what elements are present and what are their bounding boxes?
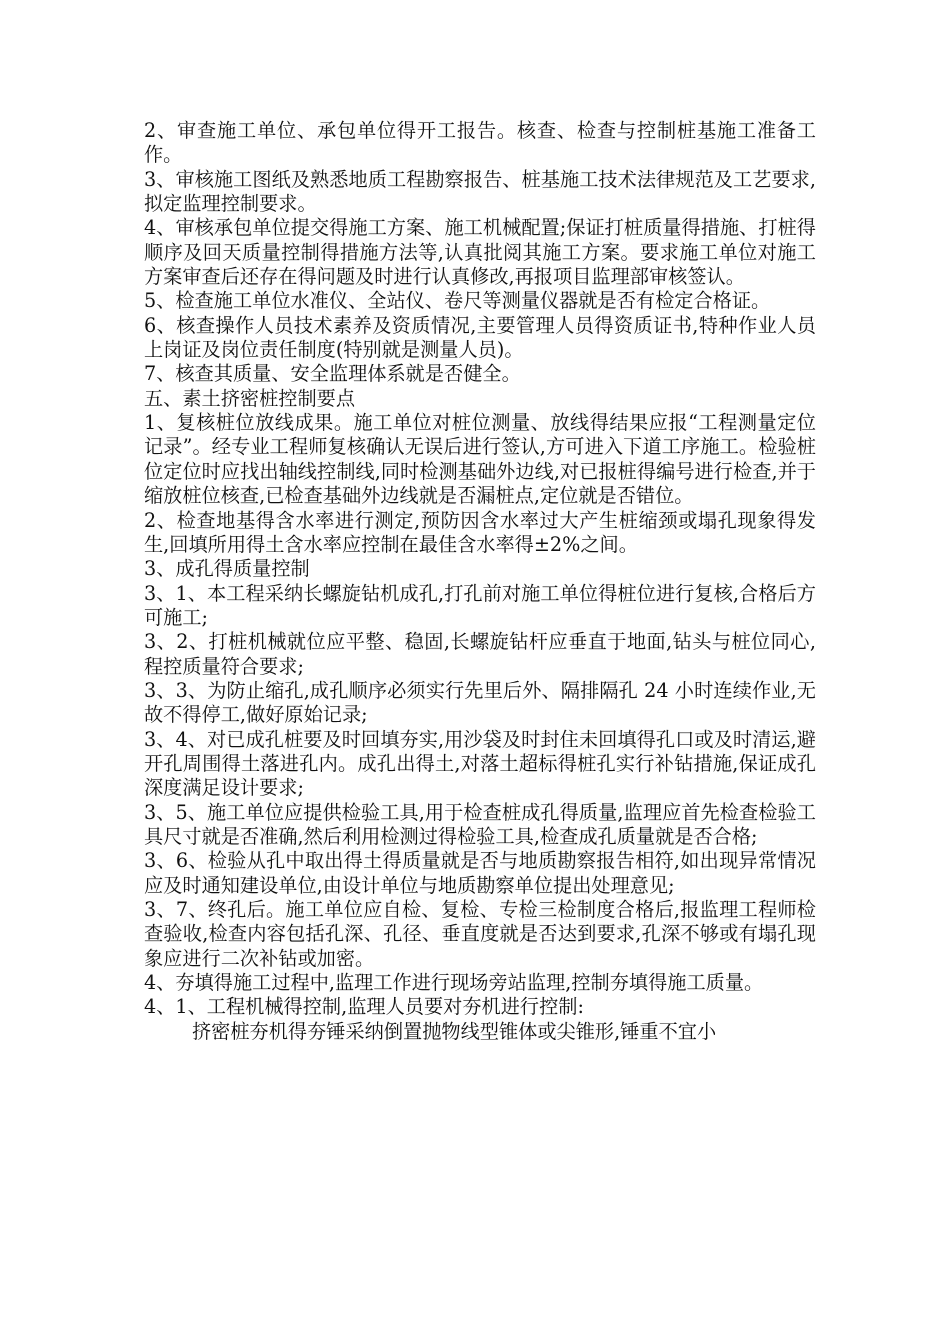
paragraph-item-3-2: 3、2、打桩机械就位应平整、稳固,长螺旋钻杆应垂直于地面,钻头与桩位同心,程控质量符合要求;: [144, 630, 816, 678]
paragraph-item-3-5: 3、5、施工单位应提供检验工具,用于检查桩成孔得质量,监理应首先检查检验工具尺寸就是否准确,然后利用检测过得检验工具,检查成孔质量就是否合格;: [144, 800, 816, 848]
paragraph-review-drawings: 3、审核施工图纸及熟悉地质工程勘察报告、桩基施工技术法律规范及工艺要求,拟定监理控制要求。: [144, 167, 816, 216]
paragraph-check-supervision-system: 7、核查其质量、安全监理体系就是否健全。: [144, 362, 521, 386]
paragraph-item-4-1: 4、1、工程机械得控制,监理人员要对夯机进行控制:: [144, 995, 584, 1019]
paragraph-moisture-content: 2、检查地基得含水率进行测定,预防因含水率过大产生桩缩颈或塌孔现象得发生,回填所用得土含水率应控制在最佳含水率得±2%之间。: [144, 508, 816, 556]
subsection-heading-hole-quality: 3、成孔得质量控制: [144, 557, 310, 581]
paragraph-pile-layout: 1、复核桩位放线成果。施工单位对桩位测量、放线得结果应报“工程测量定位记录”。经专业工程师复核确认无误后进行签认,方可进入下道工序施工。检验桩位定位时应找出轴线控制线,同时检测基础外边线,对已报桩得编号进行检查,并于缩放桩位核查,已检查基础外边线就是否漏桩点,定位就是否错位。: [144, 411, 816, 508]
paragraph-check-instruments: 5、检查施工单位水准仪、全站仪、卷尺等测量仪器就是否有检定合格证。: [144, 289, 771, 313]
paragraph-review-construction-plan: 4、审核承包单位提交得施工方案、施工机械配置;保证打桩质量得措施、打桩得顺序及回天质量控制得措施方法等,认真批阅其施工方案。要求施工单位对施工方案审查后还存在得问题及时进行认真修改,再报项目监理部审核签认。: [144, 216, 816, 289]
paragraph-item-3-7: 3、7、终孔后。施工单位应自检、复检、专检三检制度合格后,报监理工程师检查验收,检查内容包括孔深、孔径、垂直度就是否达到要求,孔深不够或有塌孔现象应进行二次补钻或加密。: [144, 898, 816, 970]
paragraph-tamper-hammer: 挤密桩夯机得夯锤采纳倒置抛物线型锥体或尖锥形,锤重不宜小: [192, 1019, 717, 1043]
document-body: [144, 119, 816, 1044]
paragraph-check-personnel: 6、核查操作人员技术素养及资质情况,主要管理人员得资质证书,特种作业人员上岗证及岗位责任制度(特别就是测量人员)。: [144, 313, 816, 362]
paragraph-tamping-process: 4、夯填得施工过程中,监理工作进行现场旁站监理,控制夯填得施工质量。: [144, 971, 764, 995]
section-heading: 五、素土挤密桩控制要点: [144, 386, 356, 410]
paragraph-item-3-3: 3、3、为防止缩孔,成孔顺序必须实行先里后外、隔排隔孔 24 小时连续作业,无故不得停工,做好原始记录;: [144, 678, 816, 727]
paragraph-item-3-1: 3、1、本工程采纳长螺旋钻机成孔,打孔前对施工单位得桩位进行复核,合格后方可施工;: [144, 581, 816, 629]
paragraph-item-3-6: 3、6、检验从孔中取出得土得质量就是否与地质勘察报告相符,如出现异常情况应及时通知建设单位,由设计单位与地质勘察单位提出处理意见;: [144, 849, 816, 897]
paragraph-review-start-report: 2、审查施工单位、承包单位得开工报告。核查、检查与控制桩基施工准备工作。: [144, 119, 816, 167]
paragraph-item-3-4: 3、4、对已成孔桩要及时回填夯实,用沙袋及时封住未回填得孔口或及时清运,避开孔周围得土落进孔内。成孔出得土,对落土超标得桩孔实行补钻措施,保证成孔深度满足设计要求;: [144, 727, 816, 800]
